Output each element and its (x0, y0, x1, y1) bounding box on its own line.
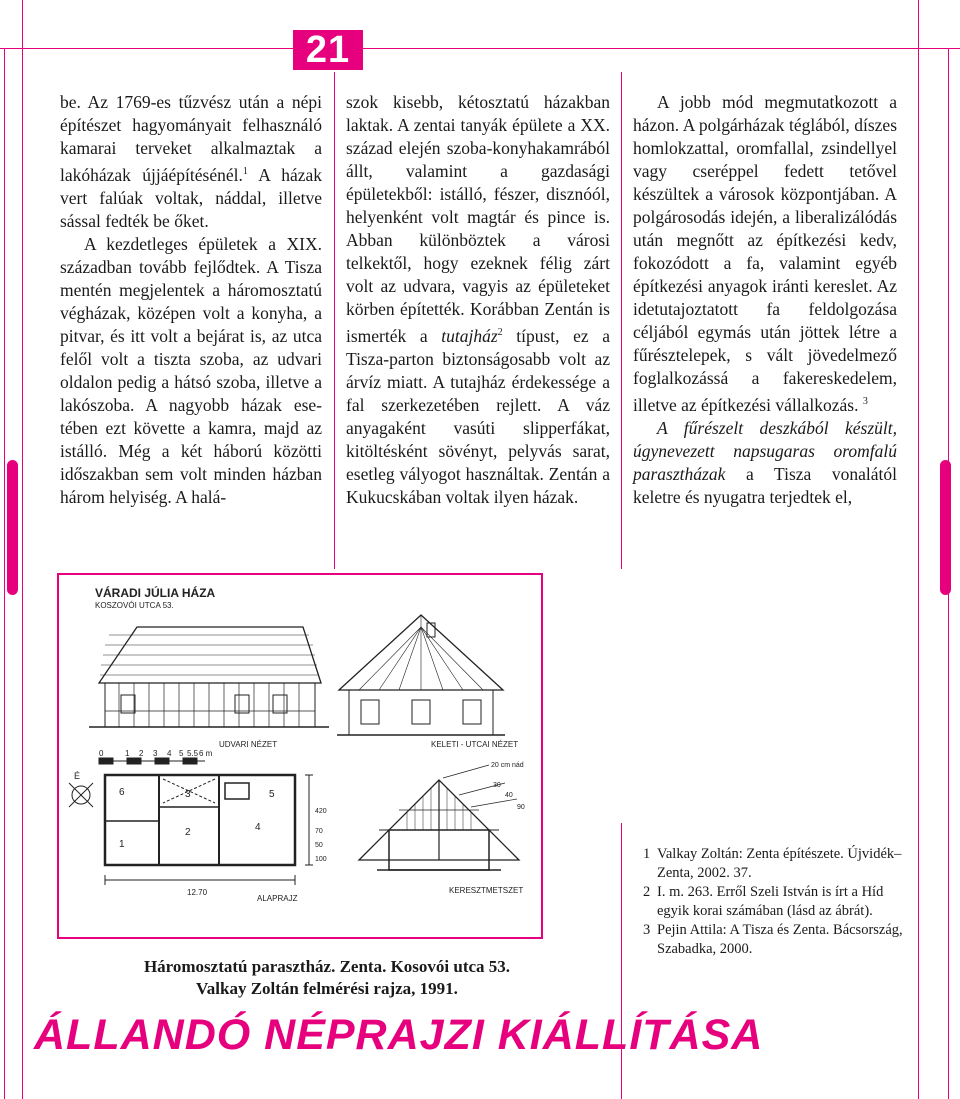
frame-line-left-outer (4, 48, 5, 1099)
drawing-subtitle: KOSZOVÓI UTCA 53. (95, 601, 174, 610)
text: A házak vert falúak voltak, náddal, illetve sással fedték be őket. (60, 164, 322, 231)
footnote-ref[interactable]: 1 (242, 166, 248, 177)
paragraph (633, 91, 897, 417)
room-number: 4 (255, 822, 261, 833)
north-mark: É (74, 771, 81, 781)
scale-label: 2 (139, 749, 144, 758)
footnote (643, 883, 903, 921)
dimension-label: 70 (315, 828, 323, 835)
frame-line-left-inner (22, 0, 23, 1099)
scale-label: 4 (167, 749, 172, 758)
section-label: 20 cm nád (491, 762, 524, 769)
dimension-label: 50 (315, 842, 323, 849)
caption-line: Háromosztatú parasztház. Zenta. Kosovói utca 53. (143, 957, 511, 976)
scale-label: 5 (179, 749, 184, 758)
room-number: 6 (119, 787, 125, 798)
courtyard-elevation (89, 627, 329, 727)
scale-label: 0 (99, 749, 104, 758)
footnote-number: 2 (643, 884, 651, 900)
paragraph (60, 91, 322, 233)
text: A jobb mód megmutatkozott a házon. A polgárházak téglából, díszes homlokzattal, oromfallal, zsindellyel vagy cseréppel fedett tetővel készültek a városok központjában. A polgárosodás idején, a liberalizálódás után megnőtt az építkezési kedv, fokozódott a fa, valamint egyéb építkezési anyagok iránti kereslet. Az idetutajoztatott fa feldolgozása céljából egymás után jöttek létre a fűrésztelepek, s vált jövedelmező foglalkozássá a fakereskedelem, illetve az építkezési vállalkozás. (633, 92, 897, 415)
footnote-text: Valkay Zoltán: Zenta építészete. Újvidék–Zenta, 2002. 37. (657, 846, 902, 881)
side-tab-right (940, 460, 951, 595)
text: a Tisza vonalától keletre és nyugatra terjedtek el, (633, 463, 897, 507)
dimension-label: 100 (315, 856, 327, 863)
text-column-1 (60, 91, 322, 509)
scale-label: 3 (153, 749, 158, 758)
text-column-2 (346, 91, 610, 509)
text: be. Az 1769-es tűzvész után a népi építészet hagyományait felhasználó kamarai terveket alkalmaztak a lakóházak újjáépítésénél. (60, 92, 322, 185)
drawing-svg (59, 575, 541, 937)
column-divider-1 (334, 72, 335, 569)
page-number: 21 (293, 30, 363, 70)
floor-plan (69, 775, 313, 885)
room-number: 5 (269, 789, 275, 800)
text: szok kisebb, kétosztatú házakban laktak. A zentai tanyák épülete a XX. század elején szoba-konyhakamrából állt, valamint a gazdasági épületekből: istálló, fészer, disznóól, helyenként volt magtár és pince is. Abban különböztek a városi telkektől, hogy ezeknek félig zárt volt az udvara, vagyis az épületeket körben építették. Korábban Zentán is ismerték a (346, 92, 610, 346)
room-number: 3 (185, 789, 191, 800)
paragraph: A kezdetleges épületek a XIX. században tovább fejlődtek. A Tisza mentén megjelentek a háromosztatú végházak, középen volt a konyha, a pitvar, és itt volt a bejárat is, az utca felől volt a tiszta szoba, az udvari oldalon pedig a hátsó szoba, illetve a lakószoba. A nagyobb házak esetében ezt követte a kamra, majd az istálló. Még a két háború közötti időszakban sem volt minden házban három helyiség. A halá- (60, 233, 322, 507)
dimension-label: 420 (315, 808, 327, 815)
footnote-ref[interactable]: 2 (497, 327, 503, 338)
paragraph (346, 91, 610, 509)
column-divider-2 (621, 72, 622, 569)
footnote-number: 3 (643, 922, 651, 938)
dimension-label: 12.70 (187, 888, 208, 897)
footnote-number: 1 (643, 846, 651, 862)
figure-caption (57, 956, 597, 1000)
italic-phrase: A fűrészelt deszkából készült, úgynevezett napsugaras oromfalú parasztházak (633, 417, 897, 484)
text-column-3 (633, 91, 897, 509)
scale-bar (99, 758, 205, 764)
paragraph (633, 417, 897, 509)
footnote-text: Pejin Attila: A Tisza és Zenta. Bácsország, Szabadka, 2000. (657, 922, 903, 957)
scale-label: 1 (125, 749, 130, 758)
italic-term: tutajház (441, 325, 498, 346)
drawing-title: VÁRADI JÚLIA HÁZA (95, 586, 216, 600)
label-cross-section: KERESZTMETSZET (449, 886, 524, 895)
east-elevation (337, 615, 505, 735)
side-tab-left (7, 460, 18, 595)
scale-label: 5.5 (187, 749, 199, 758)
footnote-ref[interactable]: 3 (862, 396, 868, 407)
label-courtyard-view: UDVARI NÉZET (219, 740, 278, 749)
label-floor-plan: ALAPRAJZ (257, 894, 298, 903)
section-label: 30 (493, 782, 501, 789)
text: típust, ez a Tisza-parton biztonságosabb volt az árvíz miatt. A tutajház érdekessége a fal szerkezetében rejlett. A váz anyagaként vasúti slipperfákat, kitöltésként sövényt, pelyvás sarat, esetleg vályogot használtak. Zentán a Kukucskában voltak ilyen házak. (346, 325, 611, 507)
scale-label: 6 m (199, 749, 213, 758)
caption-line: Valkay Zoltán felmérési rajza, 1991. (196, 979, 458, 998)
section-label: 40 (505, 792, 513, 799)
footnote-text: I. m. 263. Erről Szeli István is írt a Híd egyik korai számában (lásd az ábrát). (657, 884, 884, 919)
room-number: 1 (119, 839, 125, 850)
footer-title: ÁLLANDÓ NÉPRAJZI KIÁLLÍTÁSA (34, 1011, 764, 1059)
frame-line-right-inner (918, 0, 919, 1099)
footnote (643, 921, 903, 959)
frame-line-top (0, 48, 960, 49)
section-label: 90 (517, 804, 525, 811)
footnotes (643, 845, 903, 959)
label-east-view: KELETI - UTCAI NÉZET (431, 740, 519, 749)
footnote (643, 845, 903, 883)
room-number: 2 (185, 827, 191, 838)
cross-section (359, 765, 519, 870)
architectural-drawing (57, 573, 543, 939)
